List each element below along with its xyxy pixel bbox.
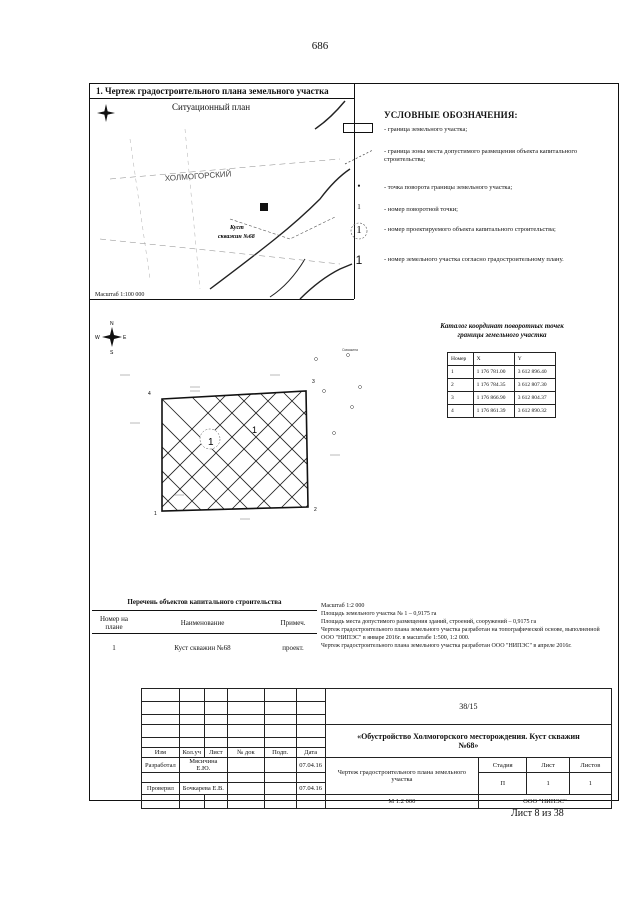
- company-cell: ООО "НИПЭС": [478, 795, 611, 809]
- catalog-header: Y: [514, 353, 555, 366]
- header-title: 1. Чертеж градостроительного плана земельного участка: [96, 86, 329, 96]
- legend-symbol-boundary: [343, 123, 373, 133]
- legend-item-text: - номер поворотной точки;: [384, 206, 458, 213]
- catalog-title: Каталог координат поворотных точек границы земельного участка: [440, 322, 564, 339]
- table-row: 4 1 176 861.39 3 612 890.32: [448, 405, 556, 418]
- objects-header: Номер на плане: [99, 615, 129, 631]
- plan-compass-icon: [95, 321, 127, 356]
- corner-label-3: 3: [312, 379, 315, 385]
- parcel-number-label: 1: [252, 425, 258, 435]
- situation-compass-icon: [97, 104, 115, 122]
- plan-notes: Масштаб 1:2 000 Площадь земельного участка № 1 – 0,9175 га Площадь места допустимого размещения зданий, строений, сооружений – 0,9175 га Чертеж градостроительного плана земельного участка разработан на топографической основе, выполненной ООО "НИПЭС" в январе 2016г. в масштабе 1:500, 1:2 000. Чертеж градостроительного плана земельного участка разработан ООО "НИПЭС" в апреле 2016г.: [321, 603, 600, 649]
- legend-symbol-zone: [343, 148, 375, 166]
- edge-label: Скважина: [342, 348, 359, 352]
- drawing-title: Чертеж градостроительного плана земельного участка: [325, 758, 478, 795]
- coordinates-table: [447, 352, 556, 418]
- svg-text:E: E: [123, 335, 127, 341]
- objects-table: [92, 613, 317, 654]
- site-label-line2: скважин №68: [218, 234, 255, 240]
- site-marker: [260, 203, 268, 211]
- legend-item-text: - граница зоны места допустимого размещения объекта капитального строительства;: [384, 148, 578, 163]
- site-label-line1: Куст: [230, 225, 244, 231]
- table-row: 1 1 176 781.00 3 612 896.40: [448, 366, 556, 379]
- situation-scale: Масштаб 1:100 000: [95, 292, 145, 298]
- site-plan: [90, 315, 380, 545]
- objects-header: Наименование: [180, 619, 225, 627]
- legend-symbol-point-number: 1: [357, 203, 361, 211]
- legend-symbol-object-number: 1: [356, 224, 362, 236]
- corner-label-4: 4: [148, 391, 151, 397]
- corner-label-2: 2: [314, 507, 317, 513]
- parcel-hatching: [90, 375, 380, 545]
- situation-divider-horizontal: [89, 299, 354, 300]
- project-name: «Обустройство Холмогорского месторождения. Куст скважин №68»: [325, 725, 611, 758]
- svg-text:W: W: [95, 335, 100, 341]
- svg-text:N: N: [110, 321, 114, 327]
- objects-title: Перечень объектов капитального строительства: [127, 598, 282, 606]
- project-code: 38/15: [325, 689, 611, 725]
- legend-item-text: - граница земельного участка;: [384, 126, 468, 133]
- legend-item-text: - номер проектируемого объекта капитального строительства;: [384, 226, 556, 233]
- legend-title: УСЛОВНЫЕ ОБОЗНАЧЕНИЯ:: [384, 110, 518, 120]
- legend-item-text: - точка поворота границы земельного участка;: [384, 184, 513, 191]
- situation-map: [90, 99, 354, 299]
- scale-cell: М 1:2 000: [325, 795, 478, 809]
- catalog-header: X: [473, 353, 514, 366]
- objects-header: Примеч.: [280, 619, 306, 627]
- object-number-label: 1: [208, 437, 214, 448]
- catalog-header: Номер: [448, 353, 474, 366]
- svg-text:S: S: [110, 350, 114, 356]
- field-name-label: ХОЛМОГОРСКИЙ: [164, 169, 232, 183]
- title-block: 38/15 «Обустройство Холмогорского месторождения. Куст скважин №68» Изм Кол.уч Лист № док Подп. Дата Разработал Мясичина Е.Ю. 07.04.16 Чертеж градостроительного плана земельного участка Стадия Лист Листов П 1 1 Проверил Бочкарева Е.В. 07.04.16 М 1:2 000 ООО "НИПЭС": [141, 688, 612, 796]
- sheet-footer: Лист 8 из 38: [511, 808, 564, 819]
- legend-symbol-parcel-number: 1: [355, 253, 363, 267]
- page-number: 686: [311, 40, 329, 52]
- table-row: 3 1 176 866.90 3 612 804.37: [448, 392, 556, 405]
- legend-symbol-point: •: [357, 181, 361, 191]
- legend-item-text: - номер земельного участка согласно градостроительному плану.: [384, 256, 564, 263]
- corner-label-1: 1: [154, 511, 157, 517]
- table-row: 1 Куст скважин №68 проект.: [112, 644, 304, 652]
- situation-plan-label: Ситуационный план: [172, 102, 251, 112]
- legend-symbol-object-circle: [349, 222, 369, 240]
- table-row: 2 1 176 784.35 3 612 807.30: [448, 379, 556, 392]
